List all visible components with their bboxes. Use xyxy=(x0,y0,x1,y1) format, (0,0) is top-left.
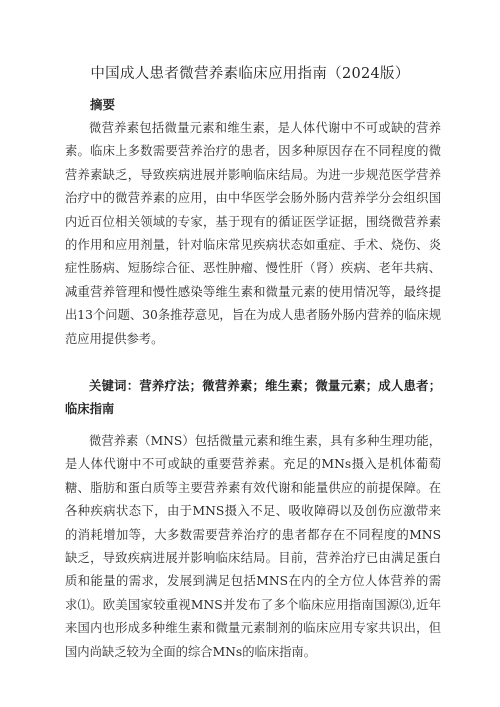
abstract-heading: 摘要 xyxy=(90,97,116,112)
body-paragraph: 微营养素（MNS）包括微量元素和维生素，具有多种生理功能，是人体代谢中不可或缺的重要营养素。充足的MNs摄入是机体葡萄糖、脂肪和蛋白质等主要营养素有效代谢和能量供应的前提保障。在各种疾病状态下，由于MNS摄入不足、吸收障碍以及创伤应激带来的消耗增加等，大多数需要营养治疗的患者都存在不同程度的MNS缺乏，导致疾病进展并影响临床结局。目前，营养治疗已由满足蛋白质和能量的需求，发展到满足包括MNS在内的全方位人体营养的需求⑴。欧美国家较重视MNS并发布了多个临床应用指南国源⑶,近年来国内也形成多种维生素和微量元素制剂的临床应用专家共识出，但国内尚缺乏较为全面的综合MNs的临床指南。 xyxy=(65,434,441,659)
document-title: 中国成人患者微营养素临床应用指南（2024版） xyxy=(90,66,410,82)
keywords-line: 关键词：营养疗法；微营养素；维生素；微量元素；成人患者；临床指南 xyxy=(65,378,441,417)
abstract-paragraph: 微营养素包括微量元素和维生素，是人体代谢中不可或缺的营养素。临床上多数需要营养治疗的患者，因多种原因存在不同程度的微营养素缺乏，导致疾病进展并影响临床结局。为进一步规范医学营养治疗中的微营养素的应用，由中华医学会肠外肠内营养学分会组织国内近百位相关领域的专家，基于现有的循证医学证据，围绕微营养素的作用和应用剂量，针对临床常见疾病状态如重症、手术、烧伤、炎症性肠病、短肠综合征、恶性肿瘤、慢性肝（肾）疾病、老年共病、减重营养管理和慢性感染等维生素和微量元素的使用情况等，最终提出13个问题、30条推荐意见，旨在为成人患者肠外肠内营养的临床规范应用提供参考。 xyxy=(65,121,441,346)
